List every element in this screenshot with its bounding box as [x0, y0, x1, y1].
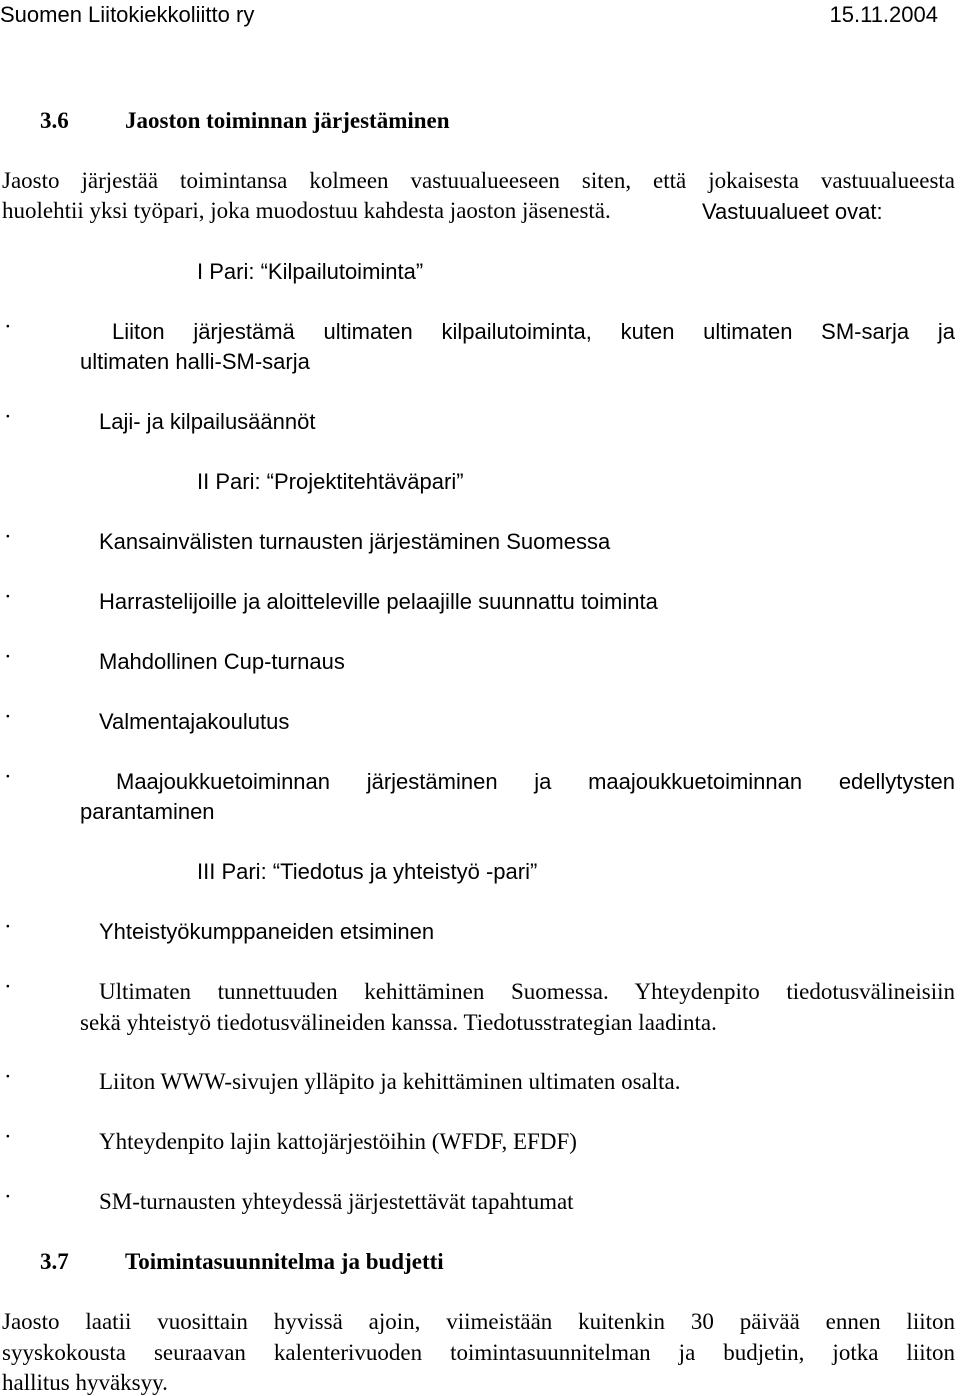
bullet: ·: [4, 764, 12, 789]
bullet: ·: [4, 704, 12, 729]
section-number: 3.7: [40, 1249, 69, 1274]
list-item-text: Liiton WWW-sivujen ylläpito ja kehittäminen ultimaten osalta.: [99, 1069, 681, 1094]
pair-3-heading: III Pari: “Tiedotus ja yhteistyö -pari”: [197, 859, 538, 884]
list-item-text: Laji- ja kilpailusäännöt: [99, 409, 316, 434]
list-item-text: parantaminen: [80, 799, 215, 824]
intro-line-1: Jaosto järjestää toimintansa kolmeen vastuualueeseen siten, että jokaisesta vastuualueesta: [2, 168, 955, 193]
list-item-text: Mahdollinen Cup-turnaus: [99, 649, 345, 674]
bullet: ·: [4, 584, 12, 609]
paragraph-line-2: syyskokousta seuraavan kalenterivuoden toimintasuunnitelman ja budjetin, jotka liiton: [2, 1340, 955, 1365]
header-date: 15.11.2004: [829, 2, 938, 27]
list-item-text: SM-turnausten yhteydessä järjestettävät tapahtumat: [99, 1189, 574, 1214]
bullet: ·: [4, 914, 12, 939]
bullet: ·: [4, 524, 12, 549]
paragraph-line-1: Jaosto laatii vuosittain hyvissä ajoin, viimeistään kuitenkin 30 päivää ennen liiton: [2, 1309, 955, 1334]
intro-line-2a: huolehtii yksi työpari, joka muodostuu kahdesta jaoston jäsenestä.: [2, 198, 611, 223]
bullet: ·: [4, 644, 12, 669]
list-item-text: Harrastelijoille ja aloitteleville pelaajille suunnattu toiminta: [99, 589, 658, 614]
pair-1-heading: I Pari: “Kilpailutoiminta”: [197, 259, 424, 284]
list-item-text: Ultimaten tunnettuuden kehittäminen Suomessa. Yhteydenpito tiedotusvälineisiin: [99, 979, 955, 1004]
bullet: ·: [4, 1064, 12, 1089]
header-org: Suomen Liitokiekkoliitto ry: [0, 2, 255, 27]
list-item-text: Maajoukkuetoiminnan järjestäminen ja maajoukkuetoiminnan edellytysten: [116, 769, 955, 794]
list-item-text: Yhteydenpito lajin kattojärjestöihin (WFDF, EFDF): [99, 1129, 577, 1154]
bullet: ·: [4, 1124, 12, 1149]
list-item-text: ultimaten halli-SM-sarja: [80, 349, 310, 374]
list-item-text: Liiton järjestämä ultimaten kilpailutoiminta, kuten ultimaten SM-sarja ja: [112, 319, 955, 344]
pair-2-heading: II Pari: “Projektitehtäväpari”: [197, 469, 464, 494]
bullet: ·: [4, 404, 12, 429]
intro-line-2b: Vastuualueet ovat:: [702, 199, 883, 224]
bullet: ·: [4, 974, 12, 999]
list-item-text: Valmentajakoulutus: [99, 709, 290, 734]
section-title: Jaoston toiminnan järjestäminen: [125, 108, 450, 133]
bullet: ·: [4, 314, 12, 339]
bullet: ·: [4, 1184, 12, 1209]
section-number: 3.6: [40, 108, 69, 133]
list-item-text: sekä yhteistyö tiedotusvälineiden kanssa. Tiedotusstrategian laadinta.: [80, 1010, 717, 1035]
list-item-text: Yhteistyökumppaneiden etsiminen: [99, 919, 435, 944]
section-title: Toimintasuunnitelma ja budjetti: [125, 1249, 444, 1274]
list-item-text: Kansainvälisten turnausten järjestäminen Suomessa: [99, 529, 611, 554]
paragraph-line-3: hallitus hyväksyy.: [2, 1370, 168, 1395]
